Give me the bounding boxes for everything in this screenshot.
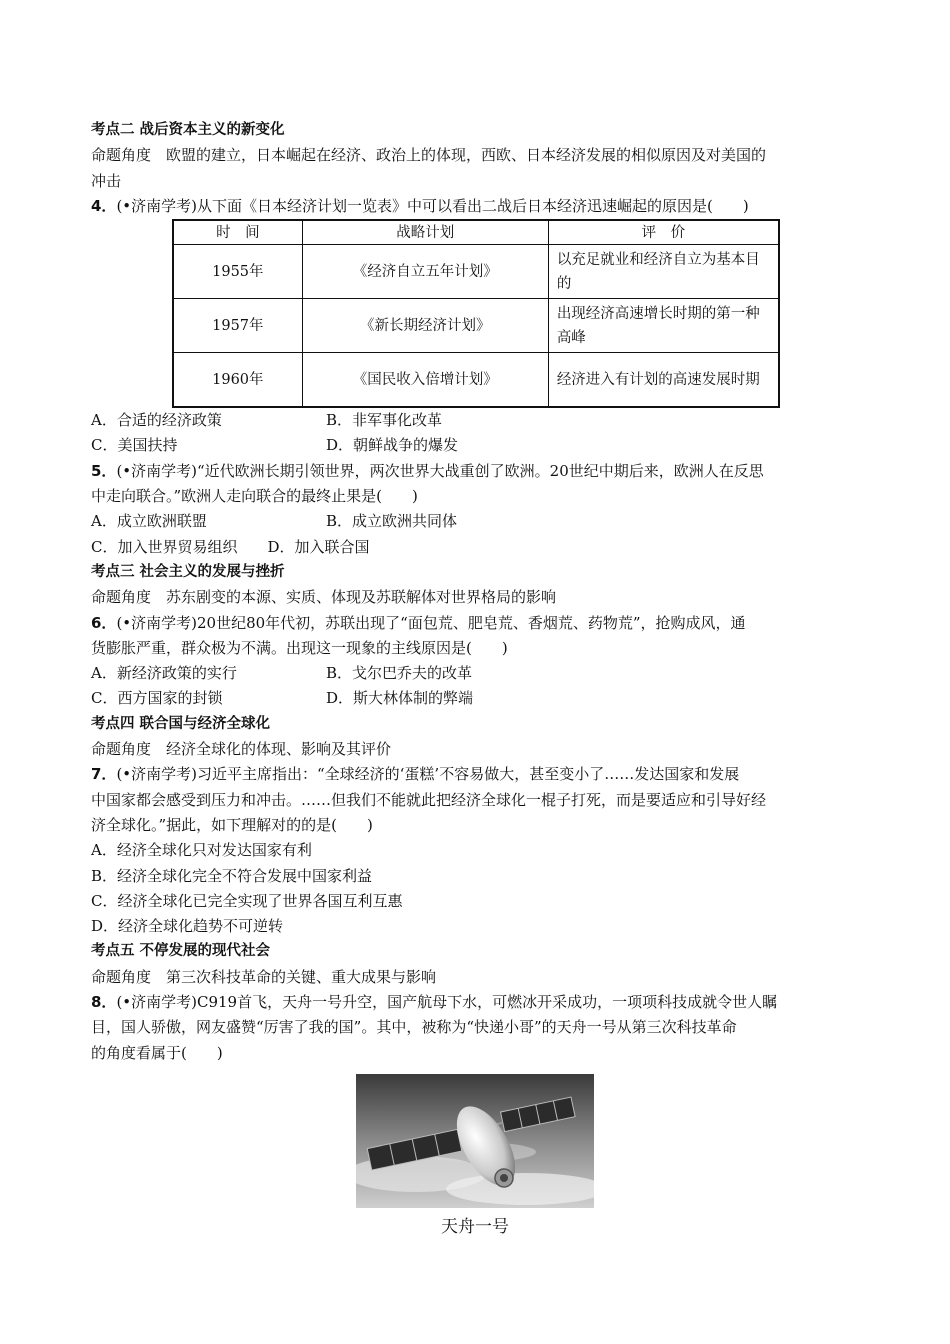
question-4	[91, 194, 861, 219]
option-b[interactable]: B．非军事化改革	[326, 411, 443, 430]
topic-angle: 命题角度 经济全球化的体现、影响及其评价	[91, 740, 392, 759]
question-text: (•济南学考)C919首飞，天舟一号升空，国产航母下水，可燃冰开采成功，一项项科技成就令世人瞩	[116, 993, 778, 1012]
question-text-cont: 的角度看属于( )	[91, 1043, 223, 1062]
question-number: 8．	[91, 993, 117, 1012]
option-d[interactable]: D．朝鲜战争的爆发	[326, 436, 459, 455]
section-heading: 考点四 联合国与经济全球化	[91, 715, 271, 732]
question-7	[91, 762, 861, 787]
question-number: 4．	[91, 196, 117, 215]
option-c[interactable]: C．美国扶持	[91, 436, 178, 455]
question-6	[91, 611, 861, 636]
section-heading: 考点二 战后资本主义的新变化	[91, 122, 285, 138]
question-text: (•济南学考)“近代欧洲长期引领世界，两次世界大战重创了欧洲。20世纪中期后来，欧洲人在反思	[116, 461, 764, 480]
options-row	[91, 408, 861, 433]
cell-plan: 《经济自立五年计划》	[302, 245, 548, 299]
options-row	[91, 661, 861, 686]
topic-angle: 命题角度 第三次科技革命的关键、重大成果与影响	[91, 967, 437, 986]
options-row	[91, 509, 861, 534]
question-text: (•济南学考)20世纪80年代初，苏联出现了“面包荒、肥皂荒、香烟荒、药物荒”，抢购成风，通	[116, 613, 746, 632]
question-text-cont: 货膨胀严重，群众极为不满。出现这一现象的主线原因是( )	[91, 638, 508, 657]
section-heading: 考点三 社会主义的发展与挫折	[91, 563, 285, 580]
cell-eval: 出现经济高速增长时期的第一种高峰	[548, 299, 779, 353]
option-d[interactable]: D．经济全球化趋势不可逆转	[91, 917, 284, 936]
cell-year: 1960年	[173, 353, 302, 408]
option-a[interactable]: A．成立欧洲联盟	[91, 512, 207, 531]
question-number: 7．	[91, 765, 117, 784]
section-heading: 考点五 不停发展的现代社会	[91, 943, 271, 960]
question-text-cont: 目，国人骄傲，网友盛赞“厉害了我的国”。其中，被称为“快递小哥”的天舟一号从第三次科技革命	[91, 1018, 737, 1037]
column-header: 时 间	[173, 220, 302, 245]
table-row	[173, 299, 779, 353]
column-header: 评 价	[548, 220, 779, 245]
option-b[interactable]: B．经济全球化完全不符合发展中国家利益	[91, 866, 373, 885]
question-text: (•济南学考)从下面《日本经济计划一览表》中可以看出二战后日本经济迅速崛起的原因是( )	[116, 196, 749, 215]
options-cd[interactable]: C．加入世界贸易组织 D．加入联合国	[91, 537, 370, 556]
options-row	[91, 433, 861, 458]
table-row	[173, 353, 779, 408]
question-number: 5．	[91, 461, 117, 480]
cell-eval: 经济进入有计划的高速发展时期	[548, 353, 779, 408]
cell-eval: 以充足就业和经济自立为基本目的	[548, 245, 779, 299]
option-a[interactable]: A．新经济政策的实行	[91, 664, 237, 683]
question-text-cont: 中走向联合。”欧洲人走向联合的最终止果是( )	[91, 487, 418, 506]
option-d[interactable]: D．斯大林体制的弊端	[326, 689, 474, 708]
question-5	[91, 459, 861, 484]
table-row	[173, 245, 779, 299]
option-b[interactable]: B．戈尔巴乔夫的改革	[326, 664, 473, 683]
option-c[interactable]: C．西方国家的封锁	[91, 689, 223, 708]
question-8	[91, 990, 861, 1015]
option-a[interactable]: A．合适的经济政策	[91, 411, 222, 430]
question-text-cont: 济全球化。”据此，如下理解对的的是( )	[91, 815, 373, 834]
question-text: (•济南学考)习近平主席指出：“全球经济的‘蛋糕’不容易做大，甚至变小了……发达国家和发展	[116, 765, 740, 784]
topic-angle: 命题角度 苏东剧变的本源、实质、体现及苏联解体对世界格局的影响	[91, 588, 557, 607]
option-a[interactable]: A．经济全球化只对发达国家有利	[91, 841, 312, 860]
cell-plan: 《国民收入倍增计划》	[302, 353, 548, 408]
document-page	[91, 118, 861, 1237]
question-number: 6．	[91, 613, 117, 632]
cell-year: 1957年	[173, 299, 302, 353]
japan-plan-table	[172, 219, 780, 408]
options-row	[91, 686, 861, 711]
figure-caption: 天舟一号	[441, 1216, 509, 1237]
topic-angle: 命题角度 欧盟的建立，日本崛起在经济、政治上的体现，西欧、日本经济发展的相似原因及对美国的	[91, 146, 767, 165]
tianzhou-spacecraft-photo	[356, 1074, 594, 1208]
topic-angle-cont: 冲击	[91, 171, 122, 190]
option-c[interactable]: C．经济全球化已完全实现了世界各国互利互惠	[91, 891, 403, 910]
question-text-cont: 中国家都会感受到压力和冲击。……但我们不能就此把经济全球化一棍子打死，而是要适应和引导好经	[91, 790, 767, 809]
table-header-row	[173, 220, 779, 245]
cell-year: 1955年	[173, 245, 302, 299]
column-header: 战略计划	[302, 220, 548, 245]
cell-plan: 《新长期经济计划》	[302, 299, 548, 353]
option-b[interactable]: B．成立欧洲共同体	[326, 512, 458, 531]
figure	[356, 1074, 594, 1237]
